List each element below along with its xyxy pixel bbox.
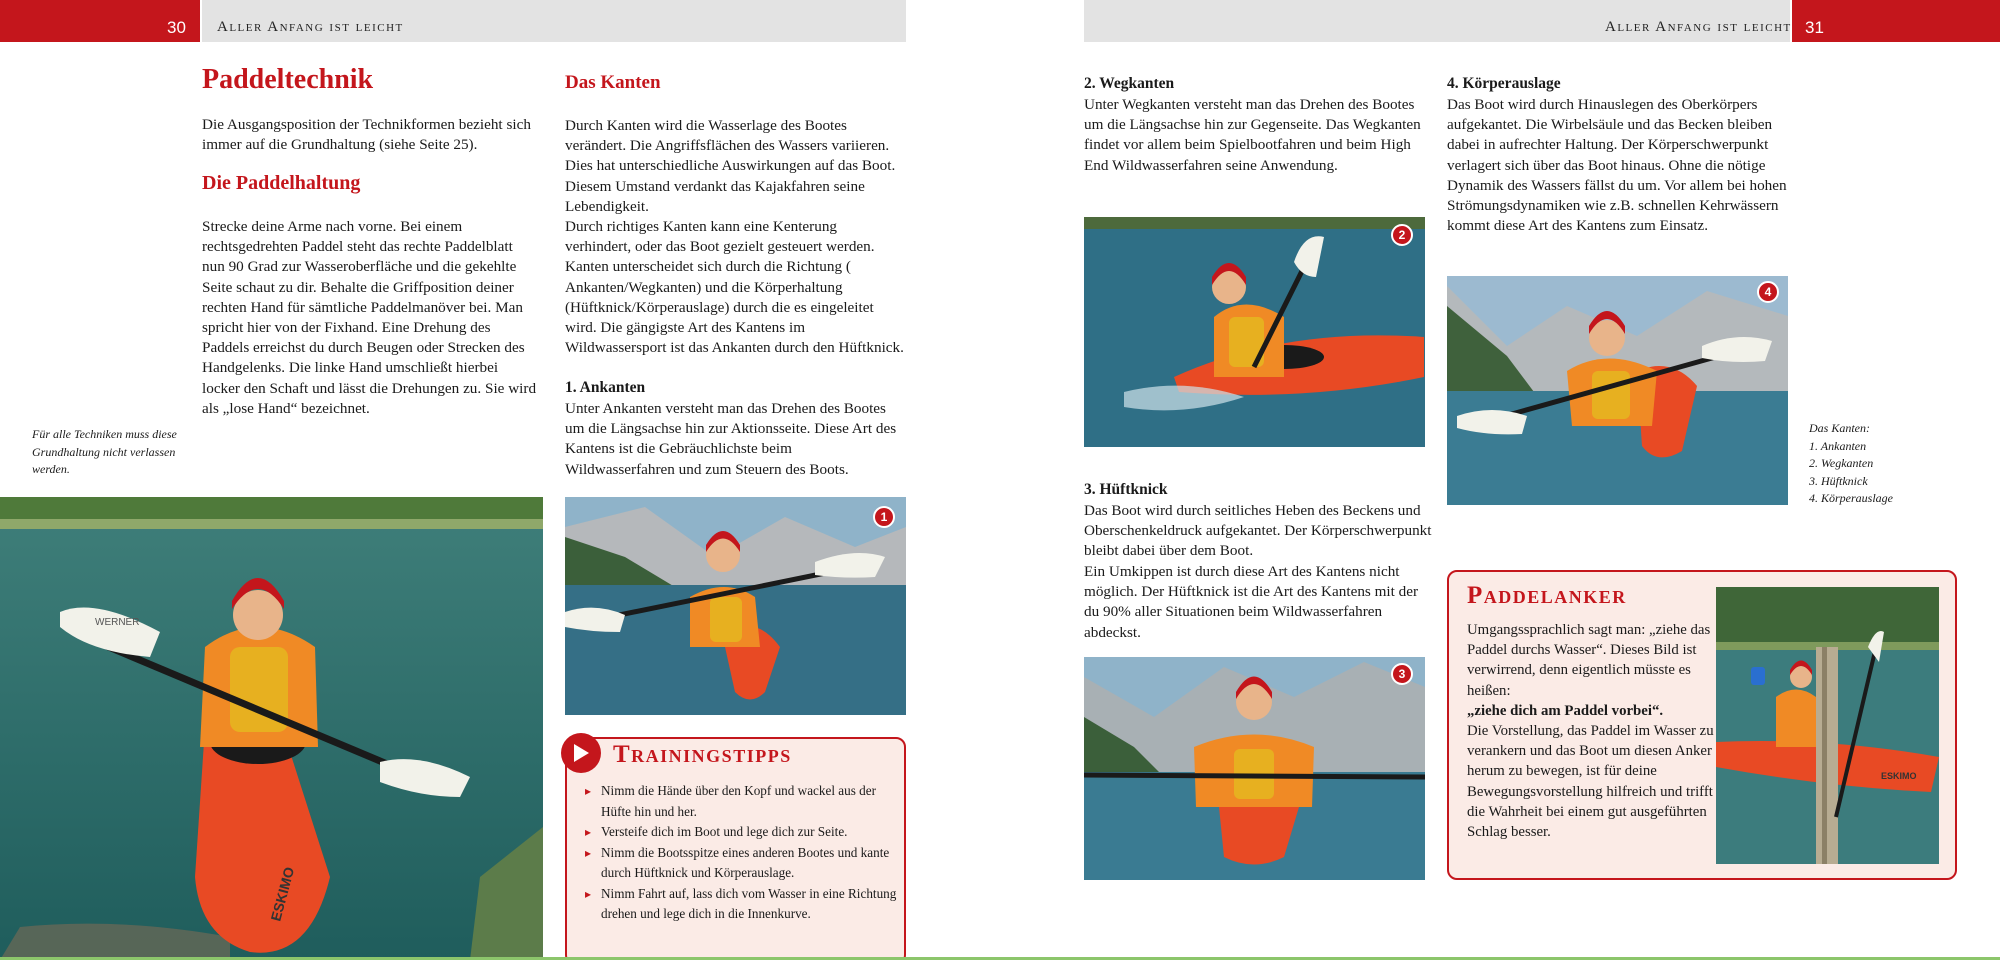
ankanten-photo	[565, 497, 906, 715]
caption-line: 3. Hüftknick	[1809, 473, 1868, 488]
training-tip: ▸ Versteife dich im Boot und lege dich zur Seite.	[583, 822, 901, 843]
right-running-title: Aller Anfang ist leicht	[1605, 19, 1792, 35]
koerperauslage-photo	[1447, 276, 1788, 505]
hueftknick-photo	[1084, 657, 1425, 880]
koerperauslage-text: Das Boot wird durch Hinauslegen des Oberkörpers aufgekantet. Die Wirbelsäule und das Becken bleiben dabei in aufrechter Haltung. Der Körperschwerpunkt verlagert sich über das Boot hinaus. Ohne die nötige Dynamik des Wassers fällst du um. Vor allem bei hohen Strömungsdynamiken wie z.B. schnellen Kehrwässern kommt diese Art des Kantens zum Einsatz.	[1447, 96, 1787, 235]
paddle-brand-label: WERNER	[95, 617, 140, 628]
play-icon	[561, 733, 601, 773]
photo-badge-3: 3	[1391, 663, 1413, 685]
anchor-boat-brand: ESKIMO	[1881, 771, 1917, 781]
wegkanten-heading: 2. Wegkanten	[1084, 75, 1175, 92]
wegkanten-text: Unter Wegkanten versteht man das Drehen des Bootes um die Längsachse hin zur Gegenseite. Das Wegkanten findet vor allem beim Spielbootfahren und beim High End Wildwasserfahren seine Anwendung.	[1084, 96, 1421, 174]
photo-badge-4: 4	[1757, 281, 1779, 303]
hueftknick-text-1: Das Boot wird durch seitliches Heben des Beckens und Oberschenkeldruck aufgekantet. Der Körperschwerpunkt bleibt dabei über dem Boot.	[1084, 502, 1432, 560]
intro-paragraph: Die Ausgangsposition der Technikformen bezieht sich immer auf die Grundhaltung (siehe Seite 25).	[202, 116, 531, 154]
training-tips-list	[583, 781, 901, 925]
ankanten-text: Unter Ankanten versteht man das Drehen des Bootes um die Längsachse hin zur Aktionsseite. Diese Art des Kantens ist die Gebräuchlichste beim Wildwasserfahren und zum Steuern des Boots.	[565, 400, 897, 478]
paddelanker-text-2: Die Vorstellung, das Paddel im Wasser zu verankern und das Boot um diesen Anker herum zu bewegen, ist für deine Bewegungsvorstellung hilfreich und trifft die Wahrheit bei einem gut ausgeführten Schlag besser.	[1467, 723, 1714, 841]
main-kayak-photo	[0, 497, 543, 960]
kanten-paragraph-1: Durch Kanten wird die Wasserlage des Bootes verändert. Die Angriffsflächen des Wassers variieren. Dies hat unterschiedliche Auswirkungen auf das Boot. Diesem Umstand verdankt das Kajakfahren seine Lebendigkeit.	[565, 117, 896, 215]
kanten-heading: Das Kanten	[565, 72, 661, 93]
photo-badge-2: 2	[1391, 224, 1413, 246]
paddelhaltung-paragraph: Strecke deine Arme nach vorne. Bei einem rechtsgedrehten Paddel steht das rechte Paddelblatt nun 90 Grad zur Wasseroberfläche und die gekehlte Seite schaut zu dir. Behalte die Griffposition deiner rechten Hand für sämtliche Paddelmanöver bei. Man spricht hier von der Fixhand. Eine Drehung des Paddels erreichst du durch Beugen oder Strecken des Handgelenks. Die linke Hand umschließt hierbei locker den Schaft und lässt die Drehungen zu. Sie wird als „lose Hand“ bezeichnet.	[202, 218, 537, 417]
koerperauslage-heading: 4. Körperauslage	[1447, 75, 1561, 92]
right-page-number: 31	[1805, 18, 1824, 37]
wegkanten-photo	[1084, 217, 1425, 447]
paddelhaltung-heading: Die Paddelhaltung	[202, 172, 361, 194]
left-page-number: 30	[167, 18, 186, 37]
hueftknick-text-2: Ein Umkippen ist durch diese Art des Kantens nicht möglich. Der Hüftknick ist die Art des Kantens mit der du 90% aller Situationen beim Wildwasserfahren abdeckst.	[1084, 563, 1419, 641]
caption-line: 1. Ankanten	[1809, 438, 1867, 453]
caption-line: Das Kanten:	[1809, 421, 1870, 435]
training-tip: ▸ Nimm die Bootsspitze eines anderen Bootes und kante durch Hüftknick und Körperauslage.	[583, 843, 901, 884]
training-tips-title: Trainingstipps	[613, 741, 792, 768]
training-tip: ▸ Nimm die Hände über den Kopf und wackel aus der Hüfte hin und her.	[583, 781, 901, 822]
kanten-paragraph-2: Durch richtiges Kanten kann eine Kenterung verhindert, oder das Boot gezielt gesteuert werden. Kanten unterscheidet sich durch die Richtung ( Ankanten/Wegkanten) und die Körperhaltung (Hüftknick/Körperauslage) durch die es eingeleitet wird. Die gängigste Art des Kantens im Wildwassersport ist das Ankanten durch den Hüftknick.	[565, 218, 904, 357]
paddelanker-text-bold: „ziehe dich am Paddel vorbei“.	[1467, 702, 1664, 719]
paddelanker-text-1: Umgangssprachlich sagt man: „ziehe das Paddel durchs Wasser“. Dieses Bild ist verwirrend, denn eigentlich müsste es heißen:	[1467, 622, 1711, 699]
photo-badge-1: 1	[873, 506, 895, 528]
caption-line: 4. Körperauslage	[1809, 491, 1893, 505]
ankanten-heading: 1. Ankanten	[565, 379, 646, 396]
caption-line: 2. Wegkanten	[1809, 456, 1874, 470]
training-tip: ▸ Nimm Fahrt auf, lass dich vom Wasser in eine Richtung drehen und lege dich in die Innenkurve.	[583, 884, 901, 925]
paddelanker-title: Paddelanker	[1467, 582, 1627, 609]
page-title: Paddeltechnik	[202, 64, 374, 95]
grundhaltung-caption: Für alle Techniken muss diese Grundhaltung nicht verlassen werden.	[32, 427, 177, 476]
hueftknick-heading: 3. Hüftknick	[1084, 481, 1168, 498]
left-running-title: Aller Anfang ist leicht	[217, 19, 404, 35]
paddelanker-text	[1467, 620, 1717, 842]
boat-brand-label: ESKIMO	[267, 865, 298, 923]
paddelanker-photo	[1716, 587, 1939, 864]
kanten-caption	[1809, 420, 1929, 508]
